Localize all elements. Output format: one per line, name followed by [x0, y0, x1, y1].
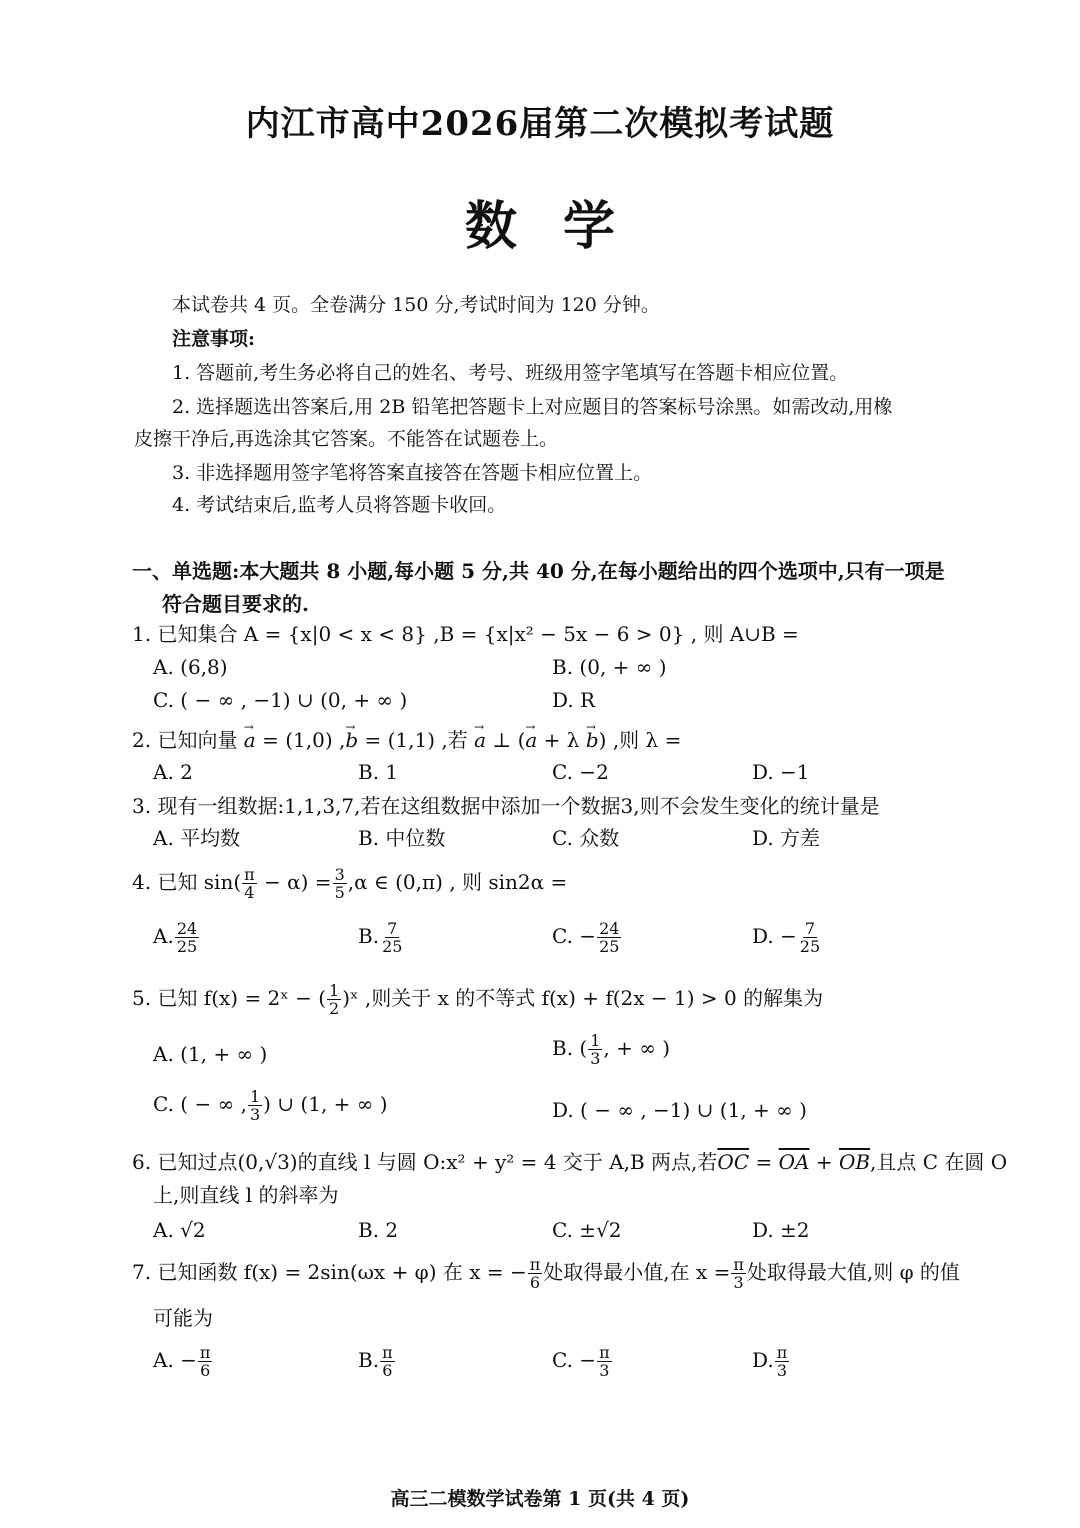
q4-text-3: ,α ∈ (0,π) , 则 sin2α =: [347, 870, 568, 894]
q6-option-a: A. √2: [153, 1218, 206, 1242]
fraction: [597, 1344, 612, 1379]
option-text: C. ( − ∞ ,: [153, 1092, 247, 1116]
q5-text-2: )ˣ ,则关于 x 的不等式 f(x) + f(2x − 1) > 0 的解集为: [342, 986, 824, 1010]
q7-text-3: 处取得最大值,则 φ 的值: [746, 1260, 960, 1284]
option-label: B.: [358, 1348, 380, 1372]
q7-option-a: [153, 1344, 213, 1379]
vector-a: → a: [474, 726, 486, 754]
question-7-stem: [132, 1256, 960, 1291]
denominator: 2: [329, 999, 340, 1018]
q6-eq: =: [749, 1150, 779, 1174]
q3-option-c: C. 众数: [552, 826, 620, 850]
denominator: 6: [529, 1273, 541, 1292]
denominator: 25: [599, 937, 620, 956]
question-1-stem: 1. 已知集合 A = {x|0 < x < 8} ,B = {x|x² − 5x − 6 > 0} , 则 A∪B =: [132, 622, 799, 646]
q5-option-c: [153, 1088, 388, 1123]
fraction: [175, 920, 199, 955]
notice-item-1: 1. 答题前,考生务必将自己的姓名、考号、班级用签字笔填写在答题卡相应位置。: [172, 362, 849, 384]
section-heading: 一、单选题:本大题共 8 小题,每小题 5 分,共 40 分,在每小题给出的四个选项中,只有一项是: [132, 559, 945, 583]
option-label: C. −: [552, 1348, 597, 1372]
denominator: 5: [334, 883, 345, 902]
q4-option-c: [552, 920, 622, 955]
option-label: C. −: [552, 924, 597, 948]
q3-option-b: B. 中位数: [358, 826, 446, 850]
vector-b: → b: [345, 726, 358, 754]
fraction: [798, 920, 822, 955]
option-label: A.: [153, 924, 174, 948]
q6-option-b: B. 2: [358, 1218, 399, 1242]
notice-heading: 注意事项:: [172, 328, 256, 350]
numerator: 7: [387, 919, 398, 938]
option-label: D. −: [752, 924, 797, 948]
q2-text-4: ⊥ (: [486, 728, 526, 752]
option-label: D.: [752, 1348, 774, 1372]
q6-option-d: D. ±2: [752, 1218, 810, 1242]
q1-option-a: A. (6,8): [153, 655, 228, 679]
fraction: [333, 866, 347, 901]
subject-title: 数学: [464, 196, 661, 257]
q6-text-1: 6. 已知过点(0,√3)的直线 l 与圆 O:x² + y² = 4 交于 A,B 两点,若: [132, 1150, 718, 1174]
q1-option-d: D. R: [552, 688, 596, 712]
q7-text-1: 7. 已知函数 f(x) = 2sin(ωx + φ) 在 x = −: [132, 1260, 527, 1284]
q7-option-b: [358, 1344, 396, 1379]
notice-item-2-cont: 皮擦干净后,再选涂其它答案。不能答在试题卷上。: [134, 428, 559, 450]
notice-item-3: 3. 非选择题用签字笔将答案直接答在答题卡相应位置上。: [172, 462, 653, 484]
q7-option-d: [752, 1344, 790, 1379]
section-heading-cont: 符合题目要求的.: [162, 592, 309, 616]
numerator: 1: [329, 981, 340, 1000]
fraction: [528, 1256, 543, 1291]
denominator: 25: [799, 937, 821, 956]
numerator: 24: [599, 919, 620, 938]
question-7-stem-cont: 可能为: [153, 1306, 213, 1330]
q6-plus: +: [809, 1150, 839, 1174]
question-4-stem: [132, 866, 567, 901]
option-label: A. −: [153, 1348, 197, 1372]
q1-option-b: B. (0, + ∞ ): [552, 655, 667, 679]
fraction: [380, 1344, 395, 1379]
vector-ob: $\overline{OB}$: [838, 1150, 871, 1174]
fraction: [597, 920, 621, 955]
exam-summary: 本试卷共 4 页。全卷满分 150 分,考试时间为 120 分钟。: [172, 294, 660, 316]
denominator: 3: [590, 1049, 601, 1068]
numerator: π: [529, 1255, 541, 1274]
numerator: 24: [176, 919, 198, 938]
numerator: π: [244, 865, 255, 884]
denominator: 25: [176, 937, 198, 956]
question-3-stem: 3. 现有一组数据:1,1,3,7,若在这组数据中添加一个数据3,则不会发生变化的统计量是: [132, 794, 880, 818]
exam-title: 内江市高中2026届第二次模拟考试题: [245, 104, 835, 144]
vector-a: → a: [244, 726, 256, 754]
fraction: [198, 1344, 213, 1379]
denominator: 6: [382, 1361, 393, 1380]
question-6-stem: [132, 1148, 1007, 1176]
vector-a: → a: [525, 726, 537, 754]
numerator: 3: [334, 865, 345, 884]
q7-text-2: 处取得最小值,在 x =: [543, 1260, 731, 1284]
numerator: π: [776, 1343, 788, 1362]
notice-item-2: 2. 选择题选出答案后,用 2B 铅笔把答题卡上对应题目的答案标号涂黑。如需改动,用橡: [172, 396, 893, 418]
q6-text-2: ,且点 C 在圆 O: [870, 1150, 1008, 1174]
question-6-stem-cont: 上,则直线 l 的斜率为: [153, 1183, 339, 1207]
q2-option-b: B. 1: [358, 760, 399, 784]
q2-text-6: ) ,则 λ =: [598, 728, 682, 752]
q2-option-d: D. −1: [752, 760, 810, 784]
q2-option-a: A. 2: [153, 760, 193, 784]
q5-option-a: A. (1, + ∞ ): [153, 1042, 268, 1066]
option-text: , + ∞ ): [603, 1036, 671, 1060]
q2-option-c: C. −2: [552, 760, 609, 784]
denominator: 3: [249, 1105, 261, 1124]
q2-text-3: = (1,1) ,若: [358, 728, 475, 752]
denominator: 3: [776, 1361, 788, 1380]
denominator: 3: [599, 1361, 610, 1380]
fraction: [380, 920, 404, 955]
vector-b: → b: [586, 726, 599, 754]
numerator: 7: [804, 919, 816, 938]
denominator: 4: [244, 883, 255, 902]
fraction: [248, 1088, 262, 1123]
q4-option-b: [358, 920, 405, 955]
denominator: 25: [382, 937, 403, 956]
fraction: [242, 866, 257, 901]
option-label: B.: [358, 924, 380, 948]
option-text: B. (: [552, 1036, 588, 1060]
fraction: [327, 982, 341, 1017]
q1-option-c: C. ( − ∞ , −1) ∪ (0, + ∞ ): [153, 688, 408, 712]
q4-text-2: − α) =: [257, 870, 332, 894]
q6-option-c: C. ±√2: [552, 1218, 622, 1242]
denominator: 6: [200, 1361, 211, 1380]
option-text: ) ∪ (1, + ∞ ): [263, 1092, 388, 1116]
q7-option-c: [552, 1344, 613, 1379]
numerator: π: [733, 1255, 744, 1274]
q3-option-d: D. 方差: [752, 826, 821, 850]
fraction: [588, 1032, 602, 1067]
notice-item-4: 4. 考试结束后,监考人员将答题卡收回。: [172, 494, 507, 516]
q5-option-b: [552, 1032, 670, 1067]
q4-option-d: [752, 920, 823, 955]
q3-option-a: A. 平均数: [153, 826, 241, 850]
numerator: π: [382, 1343, 393, 1362]
numerator: 1: [590, 1031, 601, 1050]
q2-text-1: 2. 已知向量: [132, 728, 244, 752]
q5-text-1: 5. 已知 f(x) = 2ˣ − (: [132, 986, 327, 1010]
q4-text-1: 4. 已知 sin(: [132, 870, 242, 894]
question-2-stem: [132, 726, 681, 754]
question-5-stem: [132, 982, 823, 1017]
q5-option-d: D. ( − ∞ , −1) ∪ (1, + ∞ ): [552, 1098, 807, 1122]
numerator: 1: [249, 1087, 261, 1106]
fraction: [775, 1344, 790, 1379]
denominator: 3: [733, 1273, 744, 1292]
q2-text-2: = (1,0) ,: [255, 728, 346, 752]
fraction: [731, 1256, 746, 1291]
page-footer: 高三二模数学试卷第 1 页(共 4 页): [390, 1488, 690, 1510]
vector-oc: $\overline{OC}$: [717, 1150, 750, 1174]
vector-oa: $\overline{OA}$: [778, 1150, 810, 1174]
numerator: π: [599, 1343, 610, 1362]
q4-option-a: [153, 920, 200, 955]
numerator: π: [199, 1343, 211, 1362]
q2-text-5: + λ: [537, 728, 586, 752]
